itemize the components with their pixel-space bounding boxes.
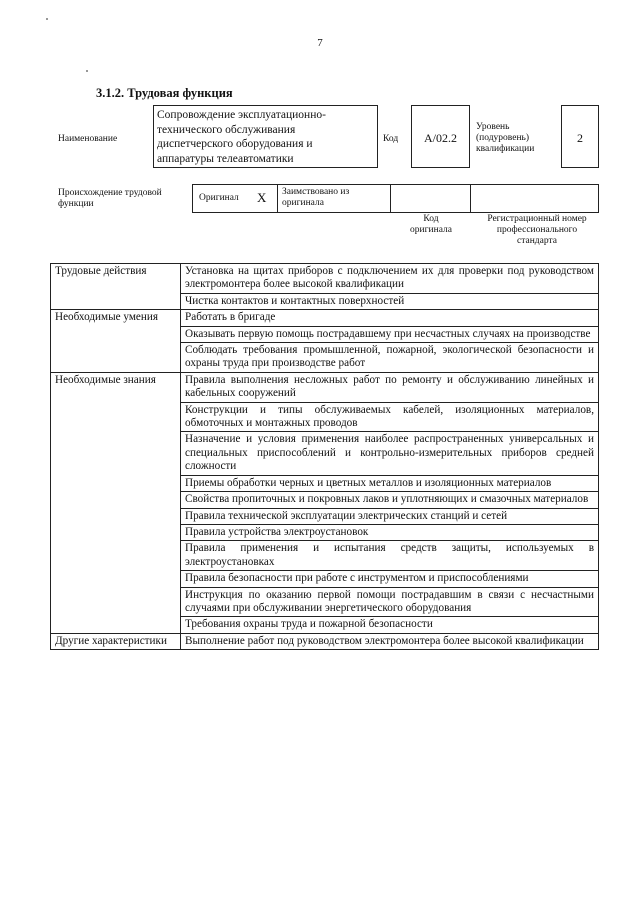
table-cell: Оказывать первую помощь пострадавшему при несчастных случаях на производстве [181,326,599,342]
reg-number-caption [475,214,599,247]
table-cell: Правила безопасности при работе с инструментом и приспособлениями [181,571,599,587]
name-line: аппаратуры телеавтоматики [157,152,294,165]
origin-label [58,188,162,210]
level-label-line: Уровень [476,122,510,132]
table-cell: Правила технической эксплуатации электрических станций и сетей [181,508,599,524]
row-label: Необходимые умения [51,310,181,373]
borrowed-label-line: Заимствовано из [282,187,350,197]
section-title: 3.1.2. Трудовая функция [96,86,233,100]
name-label: Наименование [58,134,118,144]
borrowed-label [282,187,349,209]
table-cell: Свойства пропиточных и покровных лаков и уплотняющих и смазочных материалов [181,492,599,508]
reg-number-line: профессионального [496,225,578,235]
table-cell: Требования охраны труда и пожарной безопасности [181,617,599,633]
code-original-caption [400,214,462,236]
origin-label-line: Происхождение трудовой [58,188,162,198]
table-cell: Конструкции и типы обслуживаемых кабелей, изоляционных материалов, обмоточных и монтажных проводов [181,402,599,432]
scan-speck [46,18,48,20]
reg-number-line: стандарта [517,236,557,246]
level-value: 2 [577,131,583,145]
table-cell: Приемы обработки черных и цветных металлов и изоляционных материалов [181,475,599,491]
table-cell: Правила устройства электроустановок [181,524,599,540]
code-value-box [411,105,470,168]
level-label-line: (подуровень) [476,133,530,143]
reg-number-line: Регистрационный номер [487,214,587,224]
table-row [51,264,599,294]
name-line: диспетчерского оборудования и [157,138,313,150]
code-value: А/02.2 [424,131,457,145]
borrowed-label-line: оригинала [282,198,324,208]
row-label: Трудовые действия [51,264,181,310]
level-label-line: квалификации [476,144,535,154]
table-row [51,633,599,649]
table-cell: Соблюдать требования промышленной, пожарной, экологической безопасности и охраны труда при производстве работ [181,343,599,373]
page-number: 7 [317,37,323,49]
table-row [51,372,599,402]
table-cell: Назначение и условия применения наиболее распространенных универсальных и специальных приспособлений и контрольно-измерительных приборов средней сложности [181,432,599,475]
row-label: Необходимые знания [51,372,181,633]
name-line: Сопровождение эксплуатационно- [157,109,326,121]
table-cell: Правила применения и испытания средств защиты, используемых в электроустановках [181,541,599,571]
table-cell: Инструкция по оказанию первой помощи пострадавшим в связи с несчастными случаями при обслуживании энергетического оборудования [181,587,599,617]
table-cell: Правила выполнения несложных работ по ремонту и обслуживанию линейных и кабельных сооружений [181,372,599,402]
row-label: Другие характеристики [51,633,181,649]
original-label: Оригинал [199,193,239,203]
labor-function-table [50,263,599,650]
code-label: Код [383,134,399,144]
name-line: технического обслуживания [157,123,296,136]
table-cell: Выполнение работ под руководством электромонтера более высокой квалификации [181,633,599,649]
code-original-line: оригинала [410,225,452,235]
code-original-line: Код [423,214,439,224]
level-value-box [561,105,599,168]
table-cell: Установка на щитах приборов с подключением их для проверки под руководством электромонтера более высокой квалификации [181,264,599,294]
name-value-box [153,105,378,168]
scan-speck [86,70,88,72]
table-cell: Работать в бригаде [181,310,599,326]
level-label [476,122,534,155]
origin-box [192,184,599,213]
table-cell: Чистка контактов и контактных поверхностей [181,293,599,309]
origin-label-line: функции [58,199,94,209]
original-mark: X [257,190,267,205]
table-row [51,310,599,326]
